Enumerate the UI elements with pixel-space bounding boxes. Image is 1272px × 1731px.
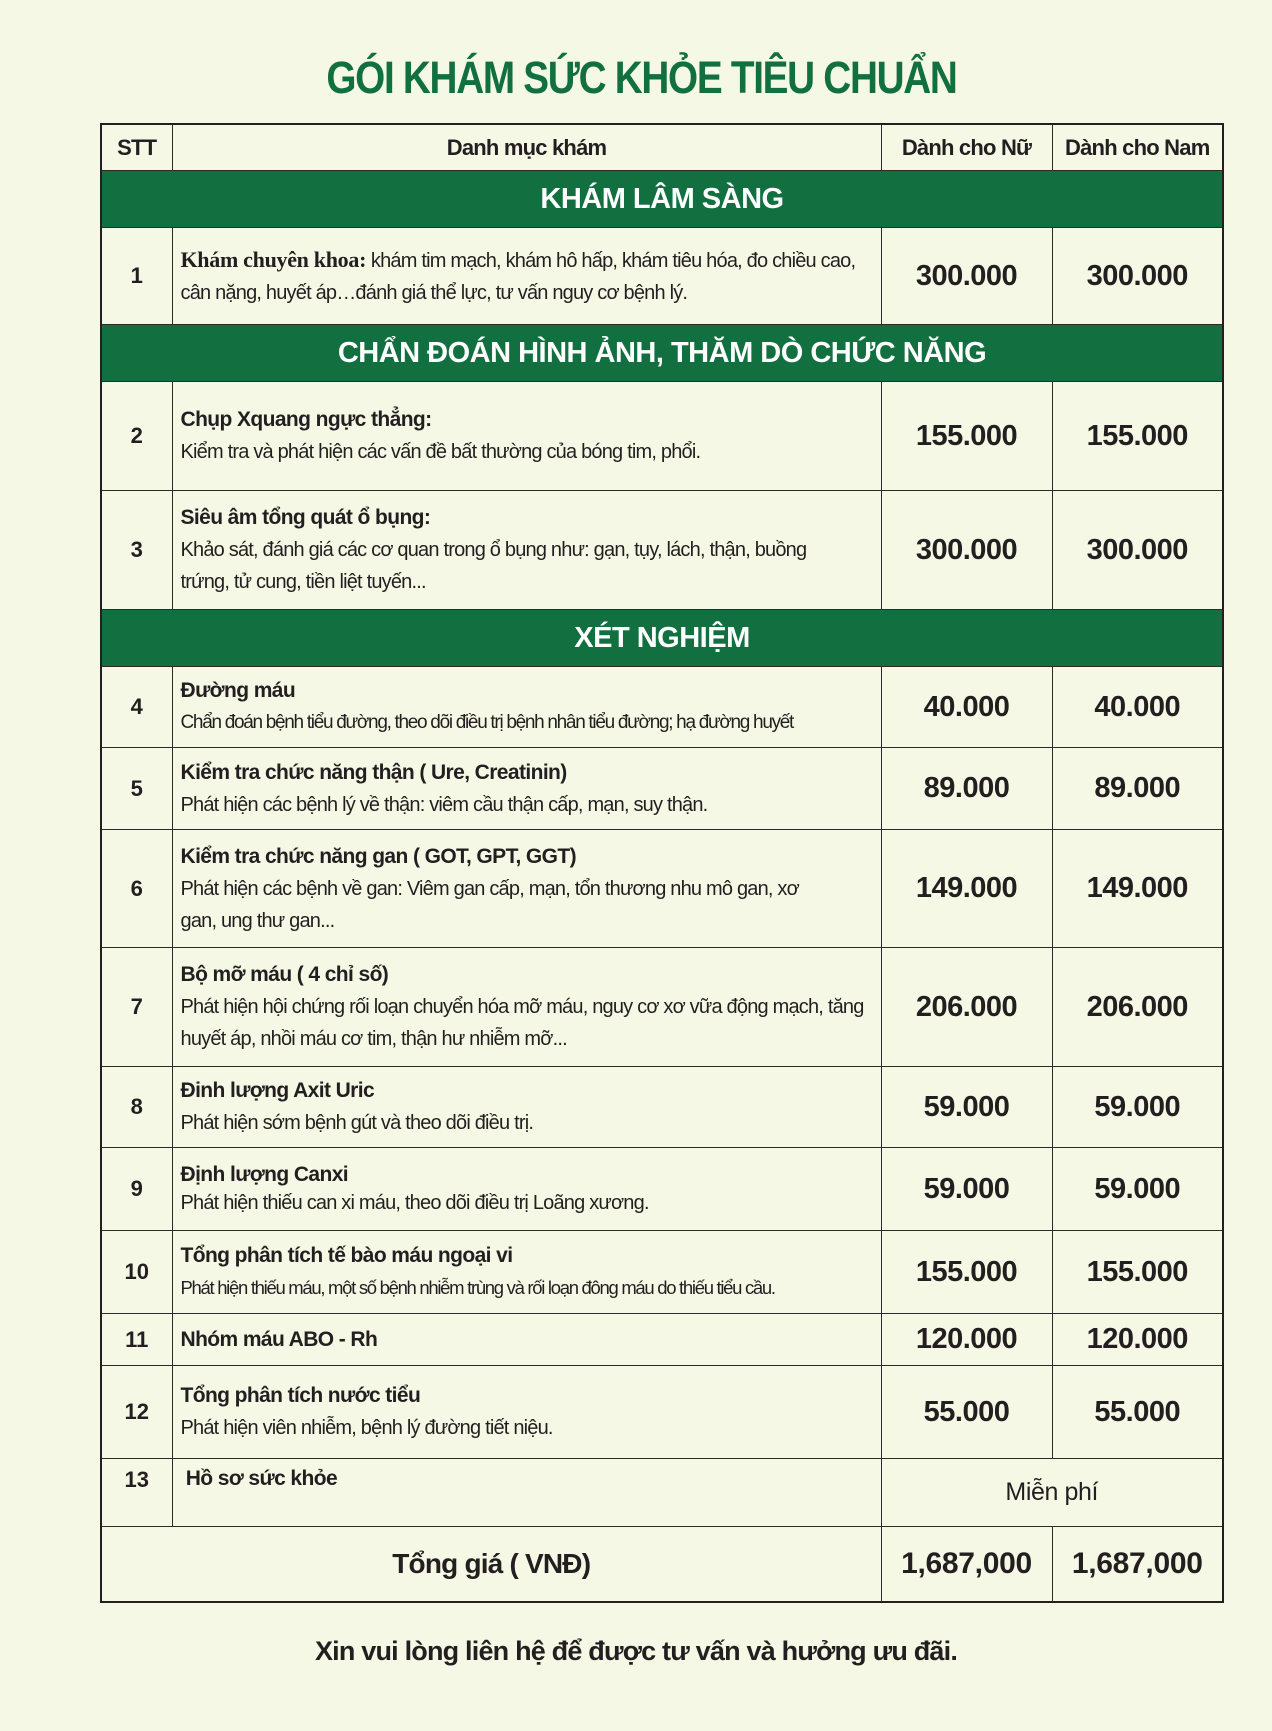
price-female: 59.000 bbox=[881, 1148, 1052, 1231]
row-description bbox=[172, 948, 881, 1067]
table-row bbox=[101, 948, 1223, 1067]
row-stt: 2 bbox=[101, 382, 172, 491]
row-description bbox=[172, 1366, 881, 1459]
table-row bbox=[101, 1067, 1223, 1148]
price-male: 59.000 bbox=[1052, 1148, 1223, 1231]
row-title: Đường máu bbox=[180, 679, 296, 702]
row-text: Chẩn đoán bệnh tiểu đường, theo dõi điều trị bệnh nhân tiểu đường; hạ đường huyết bbox=[180, 712, 794, 733]
row-text: Phát hiện sớm bệnh gút và theo dõi điều trị. bbox=[180, 1112, 534, 1134]
price-female: 155.000 bbox=[881, 382, 1052, 491]
row-stt: 12 bbox=[101, 1366, 172, 1459]
price-table bbox=[100, 123, 1224, 1603]
row-title: Siêu âm tổng quát ổ bụng: bbox=[180, 506, 431, 529]
total-male: 1,687,000 bbox=[1052, 1527, 1223, 1603]
row-text: Phát hiện các bệnh lý về thận: viêm cầu thận cấp, mạn, suy thận. bbox=[180, 793, 708, 816]
header-male: Dành cho Nam bbox=[1052, 124, 1223, 171]
row-text: Phát hiện thiếu máu, một số bệnh nhiễm trùng và rối loạn đông máu do thiếu tiểu cầu. bbox=[180, 1277, 775, 1298]
section-clinical: KHÁM LÂM SÀNG bbox=[101, 171, 1223, 228]
table-row bbox=[101, 830, 1223, 948]
row-text: Phát hiện viên nhiễm, bệnh lý đường tiết niệu. bbox=[180, 1417, 553, 1439]
row-description bbox=[172, 1067, 881, 1148]
row-description bbox=[172, 830, 881, 948]
total-female: 1,687,000 bbox=[881, 1527, 1052, 1603]
row-text: Phát hiện thiếu can xi máu, theo dõi điều trị Loãng xương. bbox=[180, 1192, 649, 1214]
row-stt: 4 bbox=[101, 667, 172, 748]
row-title: Tổng phân tích tế bào máu ngoại vi bbox=[180, 1244, 513, 1267]
price-female: 300.000 bbox=[881, 228, 1052, 325]
table-row bbox=[101, 1366, 1223, 1459]
row-stt: 3 bbox=[101, 491, 172, 610]
row-stt: 7 bbox=[101, 948, 172, 1067]
row-title: Bộ mỡ máu ( 4 chỉ số) bbox=[180, 963, 389, 986]
table-row bbox=[101, 748, 1223, 830]
price-female: 55.000 bbox=[881, 1366, 1052, 1459]
row-description bbox=[172, 228, 881, 325]
table-header-row bbox=[101, 124, 1223, 171]
header-category: Danh mục khám bbox=[172, 124, 881, 171]
price-female: 120.000 bbox=[881, 1314, 1052, 1366]
row-stt: 5 bbox=[101, 748, 172, 830]
header-female: Dành cho Nữ bbox=[881, 124, 1052, 171]
section-row bbox=[101, 325, 1223, 382]
table-row bbox=[101, 491, 1223, 610]
price-male: 40.000 bbox=[1052, 667, 1223, 748]
price-male: 149.000 bbox=[1052, 830, 1223, 948]
price-female: 89.000 bbox=[881, 748, 1052, 830]
price-free: Miễn phí bbox=[881, 1459, 1223, 1527]
section-row bbox=[101, 610, 1223, 667]
total-row bbox=[101, 1527, 1223, 1603]
price-female: 300.000 bbox=[881, 491, 1052, 610]
row-title: Chụp Xquang ngực thẳng: bbox=[180, 408, 432, 431]
row-title: Tổng phân tích nước tiểu bbox=[180, 1384, 421, 1407]
row-description bbox=[172, 1459, 881, 1527]
row-stt: 8 bbox=[101, 1067, 172, 1148]
row-description bbox=[172, 382, 881, 491]
price-male: 59.000 bbox=[1052, 1067, 1223, 1148]
table-row bbox=[101, 1459, 1223, 1527]
row-title: Định lượng Canxi bbox=[180, 1163, 349, 1186]
row-text: Phát hiện hội chứng rối loạn chuyển hóa mỡ máu, nguy cơ xơ vữa động mạch, tăng huyết áp, nhồi máu cơ tim, thận hư nhiễm mỡ... bbox=[180, 996, 864, 1050]
table-row bbox=[101, 1231, 1223, 1314]
price-male: 55.000 bbox=[1052, 1366, 1223, 1459]
row-stt: 1 bbox=[101, 228, 172, 325]
row-stt: 13 bbox=[101, 1459, 172, 1527]
row-description bbox=[172, 748, 881, 830]
contact-note: Xin vui lòng liên hệ để được tư vấn và hưởng ưu đãi. bbox=[314, 1636, 958, 1666]
price-male: 120.000 bbox=[1052, 1314, 1223, 1366]
row-title: Nhóm máu ABO - Rh bbox=[180, 1327, 378, 1351]
price-male: 155.000 bbox=[1052, 1231, 1223, 1314]
price-female: 155.000 bbox=[881, 1231, 1052, 1314]
price-female: 40.000 bbox=[881, 667, 1052, 748]
price-male: 155.000 bbox=[1052, 382, 1223, 491]
row-text: Khảo sát, đánh giá các cơ quan trong ổ bụng như: gạn, tụy, lách, thận, buồng trứng, tử cung, tiền liệt tuyến... bbox=[180, 539, 807, 593]
price-female: 59.000 bbox=[881, 1067, 1052, 1148]
row-description bbox=[172, 1231, 881, 1314]
price-male: 206.000 bbox=[1052, 948, 1223, 1067]
section-lab-tests: XÉT NGHIỆM bbox=[101, 610, 1223, 667]
row-title: Hồ sơ sức khỏe bbox=[180, 1467, 338, 1490]
price-female: 206.000 bbox=[881, 948, 1052, 1067]
row-stt: 11 bbox=[101, 1314, 172, 1366]
row-text: Kiểm tra và phát hiện các vấn đề bất thường của bóng tim, phổi. bbox=[180, 441, 701, 463]
row-text: Phát hiện các bệnh về gan: Viêm gan cấp, mạn, tổn thương nhu mô gan, xơ gan, ung thư gan... bbox=[180, 877, 799, 932]
row-title: Kiểm tra chức năng gan ( GOT, GPT, GGT) bbox=[180, 844, 577, 868]
row-stt: 6 bbox=[101, 830, 172, 948]
row-description bbox=[172, 667, 881, 748]
table-row bbox=[101, 1148, 1223, 1231]
row-description bbox=[172, 1148, 881, 1231]
page-title: GÓI KHÁM SỨC KHỎE TIÊU CHUẨN bbox=[326, 52, 957, 103]
price-male: 300.000 bbox=[1052, 491, 1223, 610]
section-row bbox=[101, 171, 1223, 228]
section-imaging: CHẨN ĐOÁN HÌNH ẢNH, THĂM DÒ CHỨC NĂNG bbox=[101, 325, 1223, 382]
table-row bbox=[101, 667, 1223, 748]
price-female: 149.000 bbox=[881, 830, 1052, 948]
price-male: 89.000 bbox=[1052, 748, 1223, 830]
total-label: Tổng giá ( VNĐ) bbox=[101, 1527, 881, 1603]
row-description bbox=[172, 491, 881, 610]
row-title: Kiểm tra chức năng thận ( Ure, Creatinin) bbox=[180, 760, 567, 784]
row-stt: 9 bbox=[101, 1148, 172, 1231]
header-stt: STT bbox=[101, 124, 172, 171]
price-male: 300.000 bbox=[1052, 228, 1223, 325]
row-text: khám tim mạch, khám hô hấp, khám tiêu hóa, đo chiều cao, cân nặng, huyết áp…đánh giá thể lực, tư vấn nguy cơ bệnh lý. bbox=[180, 249, 856, 304]
row-title: Khám chuyên khoa: bbox=[180, 246, 367, 272]
table-row bbox=[101, 1314, 1223, 1366]
table-row bbox=[101, 228, 1223, 325]
row-stt: 10 bbox=[101, 1231, 172, 1314]
table-row bbox=[101, 382, 1223, 491]
row-title: Đinh lượng Axit Uric bbox=[180, 1079, 375, 1102]
row-description bbox=[172, 1314, 881, 1366]
